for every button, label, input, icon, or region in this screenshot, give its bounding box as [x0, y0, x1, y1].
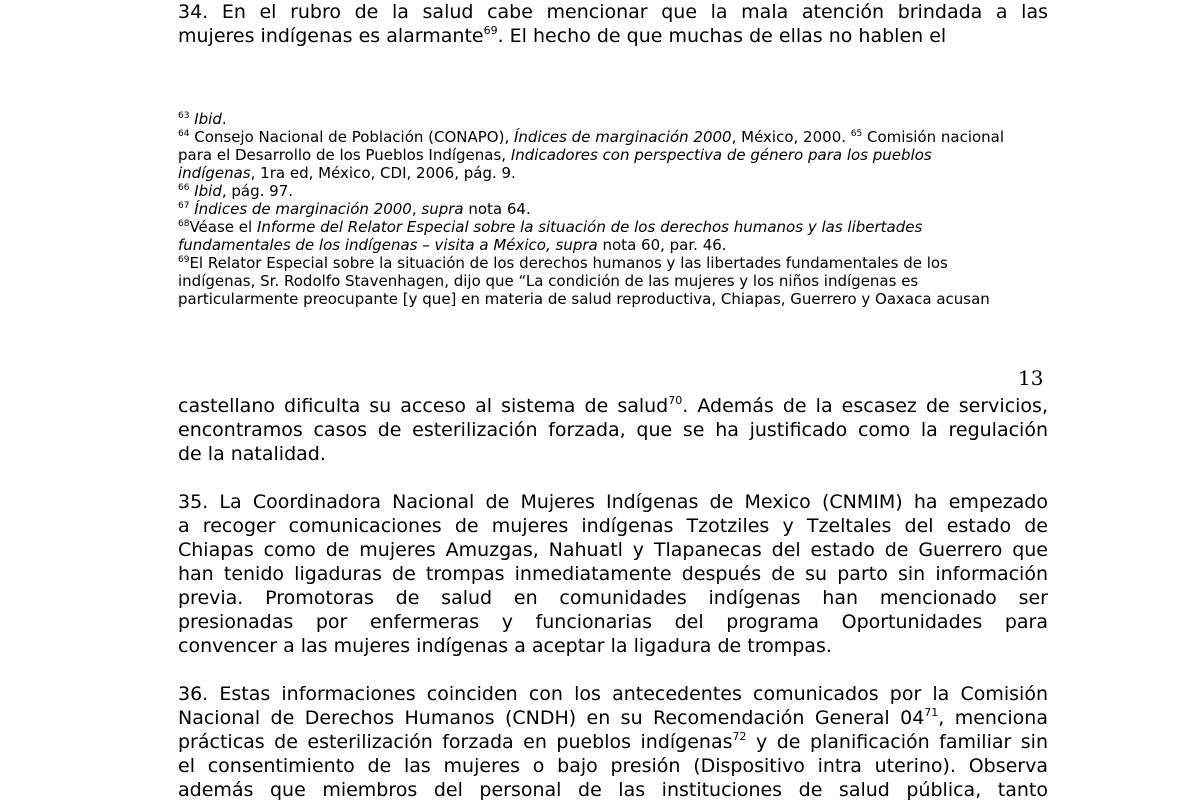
footnote-64-line2 [178, 146, 1058, 164]
text-span: . Además de la escasez de servicios, [682, 395, 1048, 417]
text-line: presionadas por enfermeras y funcionarias del programa Oportunidades para [178, 611, 1048, 633]
paragraph-34-start [178, 0, 1048, 48]
text-line: Chiapas como de mujeres Amuzgas, Nahuatl y Tlapanecas del estado de Guerrero que [178, 539, 1048, 561]
footnote-text: El Relator Especial sobre la situación de los derechos humanos y las libertades fundamentales de los [189, 254, 948, 272]
footnote-italic: Índices de marginación 2000 [194, 200, 412, 218]
text-line: convencer a las mujeres indígenas a aceptar la ligadura de trompas. [178, 635, 832, 657]
text-line: además que miembros del personal de las instituciones de salud pública, tanto [178, 779, 1048, 801]
footnote-text: nota 60, par. 46. [597, 236, 727, 254]
footnote-ref: 72 [732, 730, 747, 743]
page-number: 13 [1018, 366, 1044, 390]
text-line [178, 24, 1048, 48]
footnote-68 [178, 218, 1058, 236]
footnote-63 [178, 110, 1058, 128]
footnote-italic: Ibid [194, 110, 222, 128]
footnote-italic: indígenas [178, 164, 251, 182]
footnote-69-line3: particularmente preocupante [y que] en materia de salud reproductiva, Chiapas, Guerrero y Oaxaca acusan [178, 290, 990, 308]
footnote-ref: 71 [924, 706, 939, 719]
text-span: Nacional de Derechos Humanos (CNDH) en su Recomendación General 04 [178, 707, 925, 729]
text-line: previa. Promotoras de salud en comunidades indígenas han mencionado ser [178, 587, 1048, 609]
footnote-66 [178, 182, 1058, 200]
text-line: el consentimiento de las mujeres o bajo presión (Dispositivo intra uterino). Observa [178, 755, 1048, 777]
footnote-68-line2 [178, 236, 1058, 254]
footnote-italic: Indicadores con perspectiva de género para los pueblos [510, 146, 932, 164]
footnote-text: nota 64. [463, 200, 531, 218]
footnote-italic: Informe del Relator Especial sobre la situación de los derechos humanos y las libertades [256, 218, 923, 236]
footnote-italic: supra [421, 200, 464, 218]
text-span: , menciona [938, 707, 1048, 729]
footnote-number: 69 [178, 255, 190, 265]
text-span: castellano dificulta su acceso al sistema de salud [178, 395, 669, 417]
footnote-69-line2: indígenas, Sr. Rodolfo Stavenhagen, dijo que “La condición de las mujeres y los niños indígenas es [178, 272, 919, 290]
footnote-64-line3 [178, 164, 1058, 182]
footnote-69 [178, 254, 1058, 272]
footnote-text: Consejo Nacional de Población (CONAPO), [194, 128, 514, 146]
footnote-ref: 70 [668, 394, 683, 407]
text-span: . El hecho de que muchas de ellas no hablen el [497, 25, 947, 47]
text-line: han tenido ligaduras de trompas inmediatamente después de su parto sin información [178, 563, 1048, 585]
footnote-italic: Índices de marginación 2000 [514, 128, 732, 146]
footnote-64 [178, 128, 1058, 146]
footnote-text: , México, 2000. [731, 128, 851, 146]
text-line: encontramos casos de esterilización forzada, que se ha justificado como la regulación [178, 419, 1048, 441]
footnote-number: 65 [850, 129, 863, 139]
text-span: prácticas de esterilización forzada en pueblos indígenas [178, 731, 733, 753]
footnote-italic: Ibid [194, 182, 222, 200]
footnote-text: Comisión nacional [867, 128, 1005, 146]
footnote-text: . [221, 110, 227, 128]
text-line: 34. En el rubro de la salud cabe mencionar que la mala atención brindada a las [178, 1, 1048, 23]
paragraph-36 [178, 682, 1048, 802]
text-line: 35. La Coordinadora Nacional de Mujeres Indígenas de Mexico (CNMIM) ha empezado [178, 491, 1048, 513]
footnote-italic: fundamentales de los indígenas – visita a México, supra [178, 236, 598, 254]
footnote-number: 67 [178, 201, 190, 211]
footnote-text: , 1ra ed, México, CDI, 2006, pág. 9. [250, 164, 516, 182]
footnote-number: 66 [178, 183, 190, 193]
footnote-text: para el Desarrollo de los Pueblos Indígenas, [178, 146, 511, 164]
text-line [178, 706, 1048, 730]
footnote-text: , [411, 200, 422, 218]
footnote-number: 63 [178, 111, 190, 121]
text-span: mujeres indígenas es alarmante [178, 25, 484, 47]
text-span: y de planificación familiar sin [746, 731, 1049, 753]
text-line: de la natalidad. [178, 443, 326, 465]
text-line [178, 394, 1048, 418]
footnote-67 [178, 200, 1058, 218]
footnote-number: 64 [178, 129, 190, 139]
footnote-text: , pág. 97. [221, 182, 294, 200]
footnote-number: 68 [178, 219, 190, 229]
paragraph-34-cont [178, 394, 1048, 466]
text-line: 36. Estas informaciones coinciden con los antecedentes comunicados por la Comisión [178, 683, 1048, 705]
text-line: a recoger comunicaciones de mujeres indígenas Tzotziles y Tzeltales del estado de [178, 515, 1048, 537]
paragraph-35 [178, 490, 1048, 658]
text-line [178, 730, 1048, 754]
footnote-ref: 69 [483, 24, 498, 37]
footnotes-block [178, 110, 1058, 308]
footnote-text: Véase el [189, 218, 257, 236]
